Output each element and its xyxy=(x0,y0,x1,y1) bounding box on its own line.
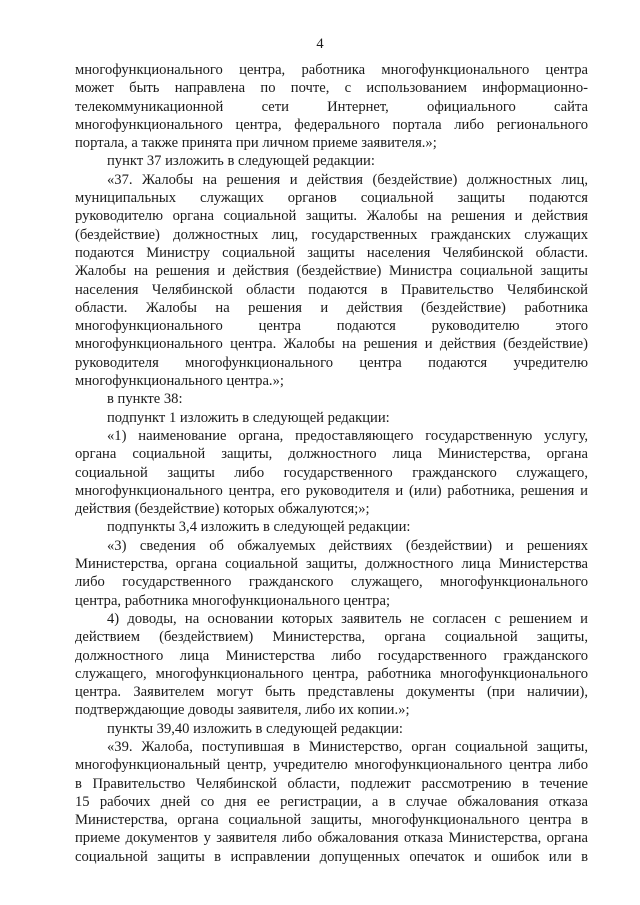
text-line: многофункционального центра.»; xyxy=(75,373,284,390)
text-line: многофункционального центра, его руководителя и (или) работника, решения и xyxy=(75,482,588,499)
page-number: 4 xyxy=(316,36,324,52)
text-line: руководителя многофункционального центра подаются учредителю xyxy=(75,354,588,371)
text-line: действием (бездействием) Министерства, органа социальной защиты, xyxy=(75,629,588,646)
text-line: социальной защиты либо государственного гражданского служащего, xyxy=(75,464,588,481)
text-line: «39. Жалоба, поступившая в Министерство, орган социальной защиты, xyxy=(107,738,588,755)
text-line: 4) доводы, на основании которых заявитель не согласен с решением и xyxy=(107,610,588,627)
text-line: органа социальной защиты, должностного лица Министерства, органа xyxy=(75,446,588,463)
text-line: 15 рабочих дней со дня ее регистрации, а в случае обжалования отказа xyxy=(75,793,588,810)
text-line: подаются Министру социальной защиты населения Челябинской области. xyxy=(75,244,588,261)
document-body xyxy=(75,61,588,866)
text-line: служащего, многофункционального центра, работника многофункционального xyxy=(75,665,588,682)
text-line: Жалобы на решения и действия (бездействие) Министра социальной защиты xyxy=(75,263,588,280)
text-line: «37. Жалобы на решения и действия (бездействие) должностных лиц, xyxy=(107,171,588,188)
text-line: пункт 37 изложить в следующей редакции: xyxy=(107,153,375,170)
text-line: центра. Заявителем могут быть представлены документы (при наличии), xyxy=(75,684,588,701)
text-line: многофункционального центра подаются руководителю этого xyxy=(75,318,588,335)
text-line: в Правительство Челябинской области, подлежит рассмотрению в течение xyxy=(75,775,588,792)
text-line: либо государственного гражданского служащего, многофункционального xyxy=(75,574,588,591)
text-line: «1) наименование органа, предоставляющего государственную услугу, xyxy=(107,427,588,444)
text-line: Министерства, органа социальной защиты, должностного лица Министерства xyxy=(75,556,588,573)
text-line: (бездействие) должностных лиц, государственных гражданских служащих xyxy=(75,226,588,243)
text-line: пункты 39,40 изложить в следующей редакции: xyxy=(107,720,403,737)
text-line: Министерства, органа социальной защиты, многофункционального центра в xyxy=(75,812,588,829)
text-line: в пункте 38: xyxy=(107,391,183,408)
text-line: подпункт 1 изложить в следующей редакции: xyxy=(107,409,390,426)
text-line: населения Челябинской области подаются в Правительство Челябинской xyxy=(75,281,588,298)
text-line: портала, а также принята при личном приеме заявителя.»; xyxy=(75,135,437,152)
text-line: подтверждающие доводы заявителя, либо их копии.»; xyxy=(75,702,410,719)
text-line: многофункциональный центр, учредителю многофункционального центра либо xyxy=(75,757,588,774)
text-line: центра, работника многофункционального центра; xyxy=(75,592,390,609)
text-line: телекоммуникационной сети Интернет, официального сайта xyxy=(75,98,588,115)
text-line: может быть направлена по почте, с использованием информационно- xyxy=(75,80,588,97)
text-line: многофункционального центра. Жалобы на решения и действия (бездействие) xyxy=(75,336,588,353)
text-line: области. Жалобы на решения и действия (бездействие) работника xyxy=(75,299,588,316)
text-line: руководителю органа социальной защиты. Жалобы на решения и действия xyxy=(75,208,588,225)
text-line: социальной защиты в исправлении допущенных опечаток и ошибок или в xyxy=(75,848,588,865)
text-line: должностного лица Министерства либо государственного гражданского xyxy=(75,647,588,664)
text-line: многофункционального центра, федерального портала либо регионального xyxy=(75,116,588,133)
text-line: многофункционального центра, работника многофункционального центра xyxy=(75,62,588,78)
text-line: муниципальных служащих органов социальной защиты подаются xyxy=(75,190,588,207)
text-line: действия (бездействие) которых обжалуются;»; xyxy=(75,501,370,518)
text-line: «3) сведения об обжалуемых действиях (бездействии) и решениях xyxy=(107,537,588,554)
text-line: подпункты 3,4 изложить в следующей редакции: xyxy=(107,519,411,536)
text-line: приеме документов у заявителя либо обжалования отказа Министерства, органа xyxy=(75,830,588,847)
